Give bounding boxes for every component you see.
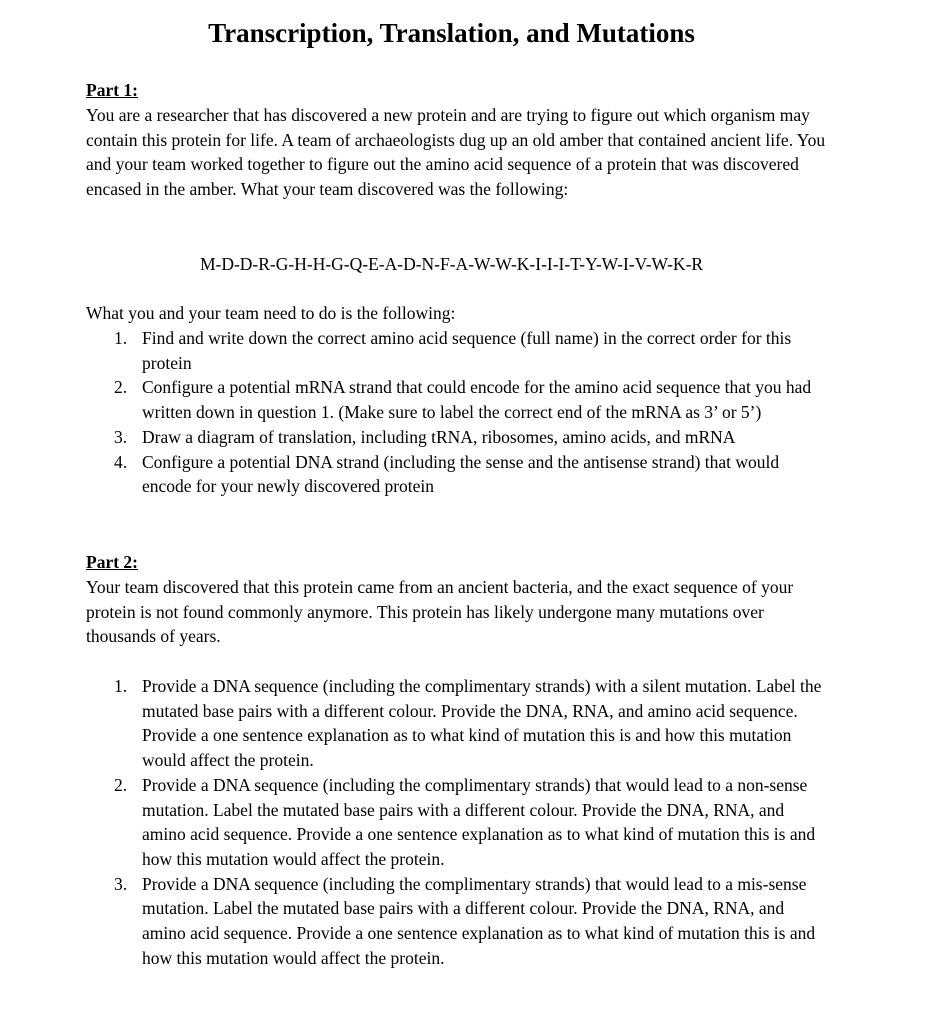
list-number: 2. — [114, 774, 128, 795]
list-item-text: Find and write down the correct amino acid sequence (full name) in the correct order for this protein — [142, 328, 792, 373]
list-number: 2. — [114, 377, 128, 398]
part1-task-1 — [86, 326, 826, 375]
list-item-text: Provide a DNA sequence (including the complimentary strands) that would lead to a non-sense mutation. Label the mutated base pairs with a different colour. Provide the DNA, RNA, and amino acid sequence. Provide a one sentence explanation as to what kind of mutation this is and how this mutation would affect the protein. — [142, 774, 816, 869]
amino-acid-sequence: M-D-D-R-G-H-H-G-Q-E-A-D-N-F-A-W-W-K-I-I-I-T-Y-W-I-V-W-K-R — [199, 254, 704, 274]
part2-heading: Part 2: — [86, 552, 138, 572]
page-title: Transcription, Translation, and Mutations — [208, 18, 695, 48]
list-item-text: Configure a potential mRNA strand that could encode for the amino acid sequence that you had written down in question 1. (Make sure to label the correct end of the mRNA as 3’ or 5’) — [142, 377, 812, 423]
list-item-text: Provide a DNA sequence (including the complimentary strands) that would lead to a mis-sense mutation. Label the mutated base pairs with a different colour. Provide the DNA, RNA, and amino acid sequence. Provide a one sentence explanation as to what kind of mutation this is and how this mutation would affect the protein. — [142, 873, 816, 968]
part2-task-list — [86, 674, 826, 970]
part1-task-2 — [86, 375, 826, 424]
list-number: 4. — [114, 451, 128, 472]
list-item-text: Draw a diagram of translation, including tRNA, ribosomes, amino acids, and mRNA — [142, 426, 736, 447]
part1-task-3 — [86, 425, 826, 450]
part1-task-intro: What you and your team need to do is the following: — [86, 303, 456, 323]
part1-heading: Part 1: — [86, 80, 138, 100]
part2-task-2 — [86, 773, 826, 872]
part2-intro: Your team discovered that this protein came from an ancient bacteria, and the exact sequence of your protein is not found commonly anymore. This protein has likely undergone many mutations over thousands of years. — [86, 577, 794, 647]
list-number: 1. — [114, 676, 128, 696]
list-number: 3. — [114, 426, 128, 447]
list-item-text: Provide a DNA sequence (including the complimentary strands) with a silent mutation. Label the mutated base pairs with a different colour. Provide the DNA, RNA, and amino acid sequence. Provide a one sentence explanation as to what kind of mutation this is and how this mutation would affect the protein. — [142, 676, 822, 771]
part2-task-3 — [86, 872, 826, 971]
list-item-text: Configure a potential DNA strand (including the sense and the antisense strand) that would encode for your newly discovered protein — [142, 451, 780, 497]
part1-task-list — [86, 326, 826, 499]
list-number: 1. — [114, 328, 128, 348]
list-number: 3. — [114, 873, 128, 894]
part2-task-1 — [86, 674, 826, 773]
part1-intro: You are a researcher that has discovered a new protein and are trying to figure out which organism may contain this protein for life. A team of archaeologists dug up an old amber that contained ancient life. You and your team worked together to figure out the amino acid sequence of a protein that was discovered encased in the amber. What your team discovered was the following: — [86, 105, 826, 200]
part1-task-4 — [86, 450, 826, 499]
